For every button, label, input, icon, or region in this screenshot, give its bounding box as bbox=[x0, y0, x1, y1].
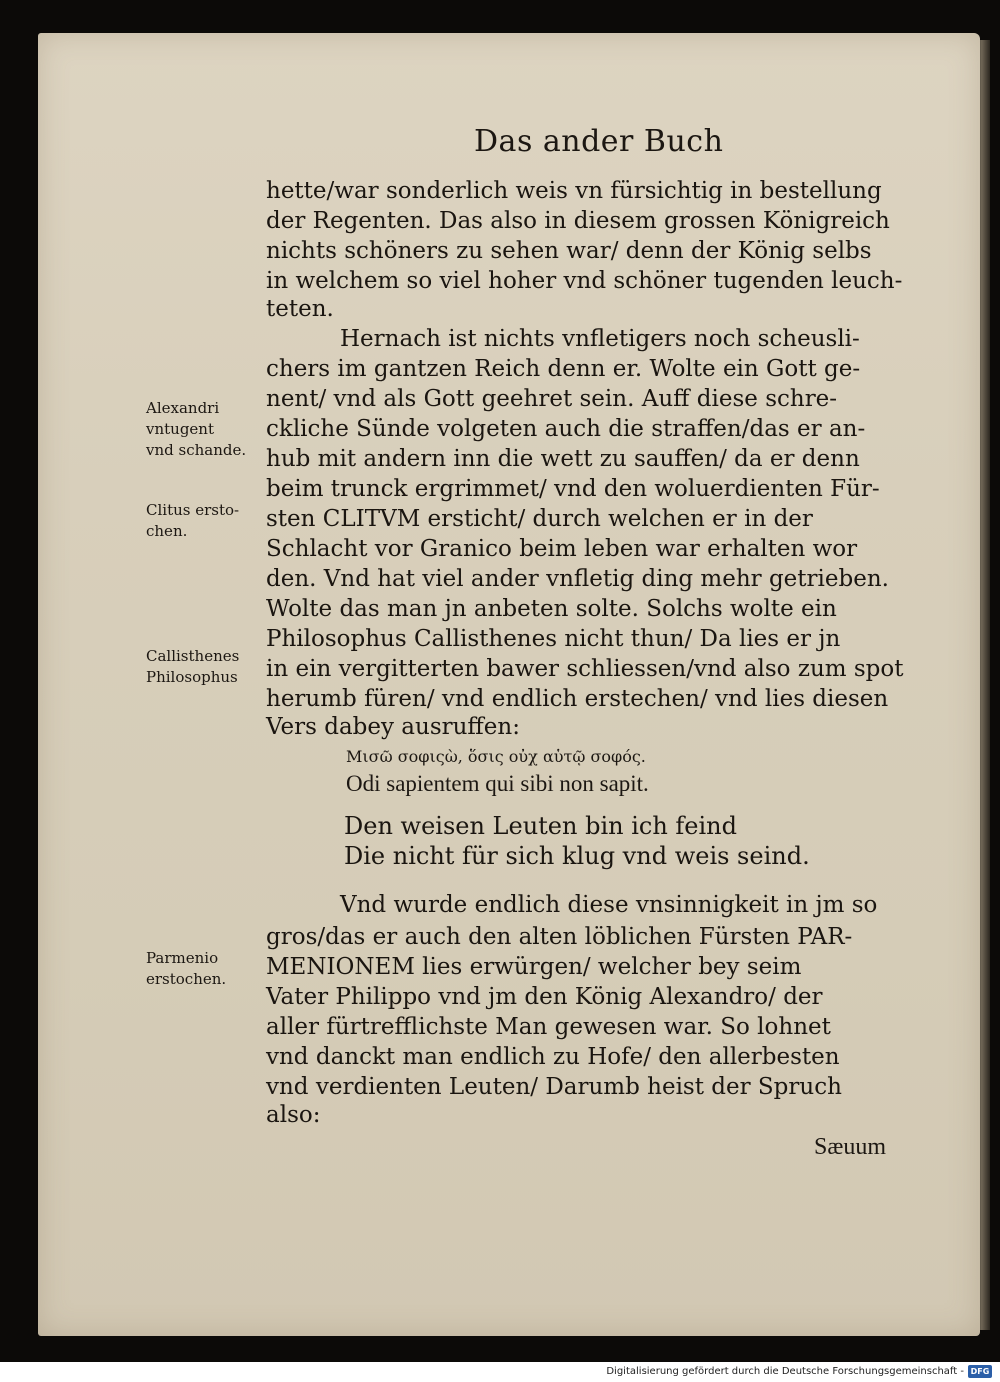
text-line: sten CLITVM ersticht/ durch welchen er in der bbox=[266, 506, 813, 532]
text-line: den. Vnd hat viel ander vnfletig ding mehr getrieben. bbox=[266, 566, 889, 592]
text-line: nent/ vnd als Gott geehret sein. Auff diese schre- bbox=[266, 386, 838, 412]
text-line: teten. bbox=[266, 296, 334, 322]
text-line: also: bbox=[266, 1102, 321, 1128]
text-line: ckliche Sünde volgeten auch die straffen/das er an- bbox=[266, 416, 866, 442]
margin-note-line: Callisthenes bbox=[146, 647, 240, 665]
verse-line: Die nicht für sich klug vnd weis seind. bbox=[344, 842, 810, 870]
text-line: der Regenten. Das also in diesem grossen Königreich bbox=[266, 208, 890, 234]
greek-quote: Μισῶ σοφιςὼ, ὅσις οὐχ αὑτῷ σοφός. bbox=[346, 747, 646, 766]
text-line: Philosophus Callisthenes nicht thun/ Da lies er jn bbox=[266, 626, 841, 652]
text-line: Schlacht vor Granico beim leben war erhalten wor bbox=[266, 536, 858, 562]
text-line: Vater Philippo vnd jm den König Alexandro/ der bbox=[266, 984, 823, 1010]
text-line: Hernach ist nichts vnfletigers noch scheusli- bbox=[340, 326, 860, 352]
margin-note-line: Philosophus bbox=[146, 668, 238, 686]
text-line: herumb füren/ vnd endlich erstechen/ vnd lies diesen bbox=[266, 686, 889, 712]
text-line: vnd verdienten Leuten/ Darumb heist der Spruch bbox=[266, 1074, 842, 1100]
text-line: nichts schöners zu sehen war/ denn der König selbs bbox=[266, 238, 872, 264]
dfg-logo: DFG bbox=[968, 1365, 992, 1378]
verse-line: Den weisen Leuten bin ich feind bbox=[344, 812, 737, 840]
margin-note-line: erstochen. bbox=[146, 970, 227, 988]
margin-note-line: vnd schande. bbox=[146, 441, 247, 459]
text-line: Vnd wurde endlich diese vnsinnigkeit in jm so bbox=[340, 892, 878, 918]
margin-note bbox=[146, 500, 268, 542]
margin-note-line: Parmenio bbox=[146, 949, 219, 967]
text-line: gros/das er auch den alten löblichen Fürsten PAR- bbox=[266, 924, 853, 950]
margin-note-line: Alexandri bbox=[146, 399, 220, 417]
running-head: Das ander Buch bbox=[474, 124, 724, 159]
text-line: MENIONEM lies erwürgen/ welcher bey seim bbox=[266, 954, 802, 980]
text-line: Wolte das man jn anbeten solte. Solchs wolte ein bbox=[266, 596, 837, 622]
text-line: in welchem so viel hoher vnd schöner tugenden leuch- bbox=[266, 268, 903, 294]
margin-note-line: chen. bbox=[146, 522, 188, 540]
text-line: beim trunck ergrimmet/ vnd den woluerdienten Für- bbox=[266, 476, 880, 502]
margin-note bbox=[146, 646, 268, 688]
text-line: vnd danckt man endlich zu Hofe/ den allerbesten bbox=[266, 1044, 840, 1070]
funding-notice: Digitalisierung gefördert durch die Deutsche Forschungsgemeinschaft - bbox=[606, 1366, 964, 1377]
margin-note bbox=[146, 398, 268, 461]
text-line: in ein vergitterten bawer schliessen/vnd also zum spot bbox=[266, 656, 904, 682]
text-line: Vers dabey ausruffen: bbox=[266, 714, 520, 740]
latin-quote: Odi sapientem qui sibi non sapit. bbox=[346, 771, 649, 796]
text-line: hette/war sonderlich weis vn fürsichtig in bestellung bbox=[266, 178, 882, 204]
text-line: chers im gantzen Reich denn er. Wolte ein Gott ge- bbox=[266, 356, 861, 382]
margin-note-line: vntugent bbox=[146, 420, 214, 438]
text-line: hub mit andern inn die wett zu sauffen/ da er denn bbox=[266, 446, 860, 472]
margin-note bbox=[146, 948, 268, 990]
catchword: Sæuum bbox=[814, 1134, 887, 1160]
text-line: aller fürtrefflichste Man gewesen war. So lohnet bbox=[266, 1014, 831, 1040]
footer-bar bbox=[0, 1362, 1000, 1382]
margin-note-line: Clitus ersto- bbox=[146, 501, 240, 519]
